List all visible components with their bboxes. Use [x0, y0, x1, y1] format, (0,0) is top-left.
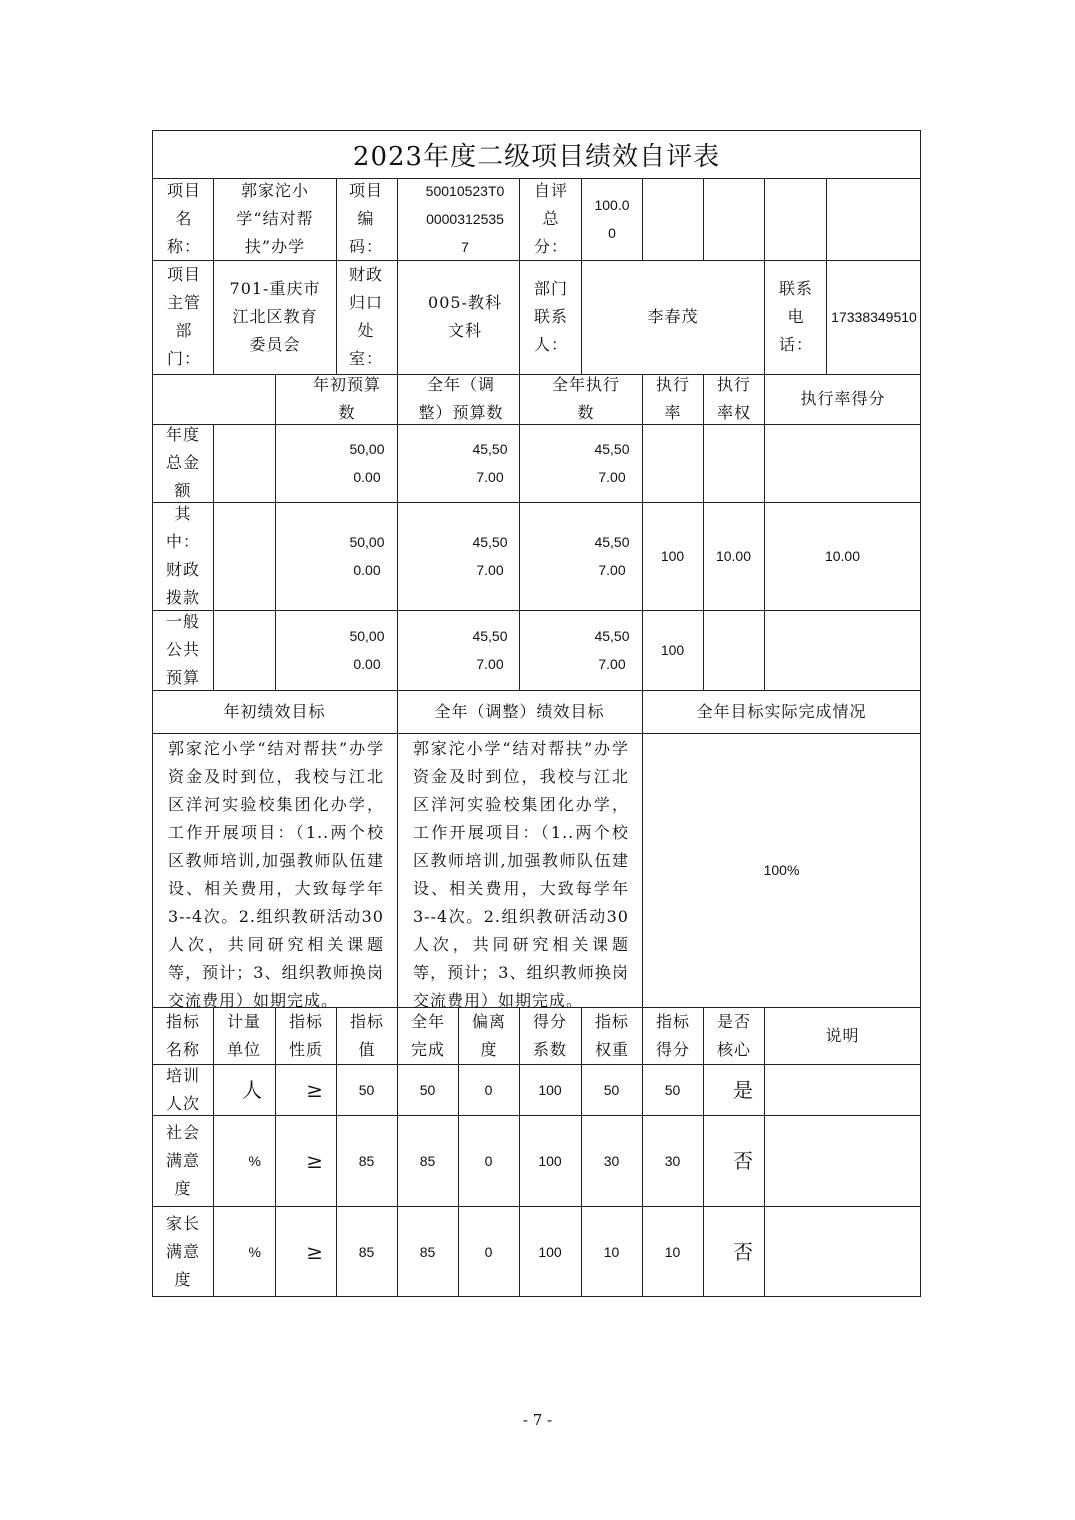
self-score-label: 自评总分： — [534, 181, 569, 256]
indicator-nature: ≥ — [306, 1148, 324, 1173]
indicator-nature: ≥ — [306, 1077, 324, 1102]
budget-weight — [703, 424, 764, 502]
budget-rate: 100 — [660, 642, 685, 658]
finance-office-label: 财政归口处室： — [349, 265, 384, 368]
budget-weight — [703, 610, 764, 690]
budget-header-rate: 执行率 — [655, 375, 690, 422]
indicator-score: 10 — [664, 1243, 681, 1260]
indicator-header: 说明 — [825, 1025, 860, 1045]
performance-table — [152, 130, 921, 1297]
budget-executed: 45,507.00 — [594, 628, 630, 672]
table-title: 2023年度二级项目绩效自评表 — [352, 141, 721, 172]
indicator-weight: 50 — [603, 1081, 620, 1098]
indicator-header: 指标值 — [349, 1011, 384, 1059]
goal-header-adjusted: 全年（调整）绩效目标 — [434, 701, 605, 721]
indicator-name: 社会满意度 — [165, 1122, 200, 1198]
indicator-deviation: 0 — [484, 1243, 493, 1260]
indicator-unit: % — [248, 1243, 261, 1260]
indicator-unit: % — [248, 1152, 261, 1169]
indicator-deviation: 0 — [484, 1081, 493, 1098]
finance-office-value: 005-教科文科 — [428, 293, 502, 340]
phone-value: 17338349510 — [831, 309, 917, 325]
indicator-value: 85 — [358, 1152, 375, 1169]
budget-row-label: 一般公共预算 — [165, 612, 200, 687]
project-code-label: 项目编码： — [349, 181, 384, 256]
goal-completion-value: 100% — [763, 862, 800, 878]
indicator-coefficient: 100 — [538, 1081, 562, 1098]
indicator-core: 是 — [733, 1077, 754, 1102]
budget-adjusted: 45,507.00 — [472, 534, 508, 578]
indicator-nature: ≥ — [306, 1239, 324, 1264]
indicator-header: 计量单位 — [226, 1011, 261, 1059]
budget-initial: 50,000.00 — [349, 628, 385, 672]
phone-label: 联系电话： — [779, 279, 814, 354]
indicator-header: 指标权重 — [594, 1011, 629, 1059]
budget-rate — [642, 424, 703, 502]
self-score-value: 100.00 — [594, 197, 630, 241]
project-code-value: 50010523T000003125357 — [425, 183, 505, 255]
goal-header-initial: 年初绩效目标 — [223, 701, 326, 721]
indicator-score: 50 — [664, 1081, 681, 1098]
indicator-deviation: 0 — [484, 1152, 493, 1169]
indicator-name: 家长满意度 — [165, 1213, 200, 1289]
indicator-done: 85 — [419, 1152, 436, 1169]
project-name-label: 项目名称： — [167, 181, 202, 256]
indicator-note — [764, 1064, 921, 1115]
budget-score: 10.00 — [824, 548, 861, 564]
budget-initial: 50,000.00 — [349, 534, 385, 578]
budget-executed: 45,507.00 — [594, 441, 630, 485]
budget-adjusted: 45,507.00 — [472, 628, 508, 672]
budget-header-executed: 全年执行数 — [551, 375, 620, 422]
budget-header-adjusted: 全年（调整）预算数 — [418, 375, 504, 422]
indicator-score: 30 — [664, 1152, 681, 1169]
indicator-coefficient: 100 — [538, 1152, 562, 1169]
indicator-header: 偏离度 — [471, 1011, 506, 1059]
budget-weight: 10.00 — [715, 548, 752, 564]
budget-row-label: 年度总金额 — [165, 425, 200, 500]
indicator-name: 培训人次 — [165, 1065, 200, 1113]
indicator-coefficient: 100 — [538, 1243, 562, 1260]
budget-adjusted: 45,507.00 — [472, 441, 508, 485]
indicator-weight: 30 — [603, 1152, 620, 1169]
indicator-core: 否 — [733, 1148, 754, 1173]
indicator-header: 指标性质 — [288, 1011, 323, 1059]
indicator-value: 85 — [358, 1243, 375, 1260]
indicator-done: 85 — [419, 1243, 436, 1260]
budget-header-weight: 执行率权 — [716, 375, 751, 422]
indicator-header: 全年完成 — [410, 1011, 445, 1059]
indicator-note — [764, 1115, 921, 1206]
indicator-header: 得分系数 — [532, 1011, 567, 1059]
dept-value: 701-重庆市江北区教育委员会 — [229, 279, 321, 354]
indicator-header: 是否核心 — [716, 1011, 751, 1059]
budget-executed: 45,507.00 — [594, 534, 630, 578]
indicator-core: 否 — [733, 1239, 754, 1264]
budget-row-label: 其中：财政拨款 — [165, 504, 200, 607]
contact-label: 部门联系人： — [534, 279, 569, 354]
budget-header-initial: 年初预算数 — [312, 375, 381, 422]
indicator-done: 50 — [419, 1081, 436, 1098]
indicator-note — [764, 1206, 921, 1297]
indicator-header: 指标得分 — [655, 1011, 690, 1059]
budget-score — [764, 424, 921, 502]
page-number: - 7 - — [522, 1411, 553, 1429]
goal-initial-text: 郭家沱小学“结对帮扶”办学资金及时到位，我校与江北区洋河实验校集团化办学，工作开展项目：（1..两个校区教师培训,加强教师队伍建设、相关费用，大致每学年3--4次。2.组织教研活动30人次，共同研究相关课题等，预计；3、组织教师换岗交流费用）如期完成。 — [168, 739, 384, 1010]
dept-label: 项目主管部门： — [167, 265, 202, 368]
budget-rate: 100 — [660, 548, 685, 564]
indicator-header: 指标名称 — [165, 1011, 200, 1059]
indicator-value: 50 — [358, 1081, 375, 1098]
budget-initial: 50,000.00 — [349, 441, 385, 485]
budget-header-score: 执行率得分 — [800, 389, 886, 408]
contact-value: 李春茂 — [647, 307, 699, 326]
goal-header-completion: 全年目标实际完成情况 — [696, 701, 867, 721]
goal-adjusted-text: 郭家沱小学“结对帮扶”办学资金及时到位，我校与江北区洋河实验校集团化办学，工作开展项目：（1..两个校区教师培训,加强教师队伍建设、相关费用，大致每学年3--4次。2.组织教研活动30人次，共同研究相关课题等，预计；3、组织教师换岗交流费用）如期完成。 — [413, 739, 629, 1010]
budget-score — [764, 610, 921, 690]
project-name-value: 郭家沱小学“结对帮扶”办学 — [236, 181, 314, 256]
indicator-weight: 10 — [603, 1243, 620, 1260]
indicator-unit: 人 — [242, 1077, 263, 1102]
